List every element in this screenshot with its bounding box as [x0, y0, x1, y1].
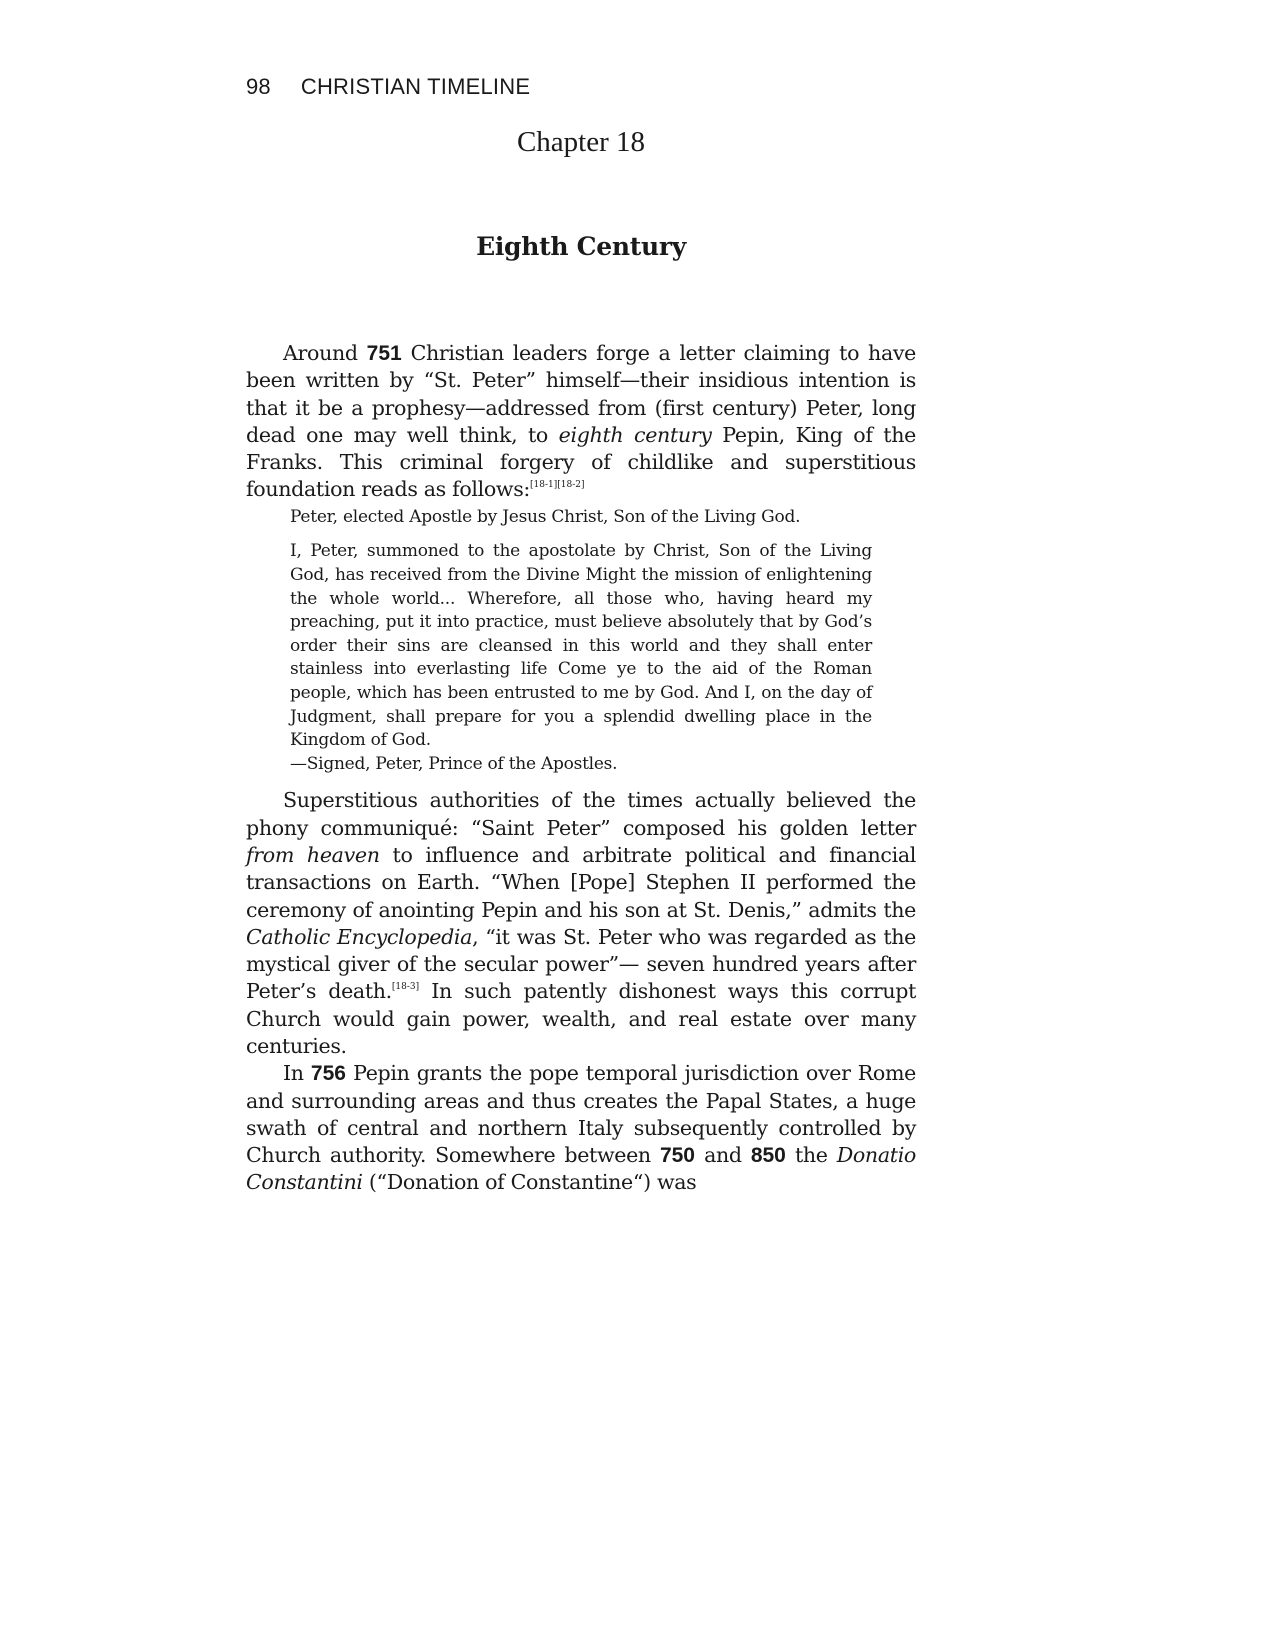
text-run: Pepin, King of the Franks. This criminal forgery of childlike and superstitious foundation reads as follows: [246, 422, 916, 502]
text-run: to influence and arbitrate political and financial transactions on Earth. “When [Pope] Stephen II performed the ceremony of anointing Pepin and his son at St. Denis,” admits the [246, 842, 916, 922]
footnote-ref: [18-3] [391, 982, 420, 993]
text-run: , “it was St. Peter who was regarded as the mystical giver of the secular power”— seven hundred years after Peter’s death. [246, 924, 916, 1004]
text-run: Christian leaders forge a letter claiming to have been written by “St. Peter” himself—their insidious intention is that it be a prophesy—addressed from (first century) Peter, long dead one may well think, to [246, 341, 917, 447]
block-quote [290, 506, 872, 777]
footnote-ref: [18-1][18-2] [530, 480, 585, 491]
quote-body: I, Peter, summoned to the apostolate by Christ, Son of the Living God, has received from the Divine Might the mission of enlightening the whole world... Wherefore, all those who, having heard my preaching, put it into practice, must believe absolutely that by God’s order their sins are cleansed in this world and they shall enter stainless into everlasting life Come ye to the aid of the Roman people, which has been entrusted to me by God. And I, on the day of Judgment, shall prepare for you a splendid dwelling place in the Kingdom of God. [290, 541, 872, 751]
quote-signature: —Signed, Peter, Prince of the Apostles. [290, 753, 618, 774]
body-text [246, 340, 916, 1197]
chapter-label: Chapter 18 [516, 126, 646, 158]
paragraph-751 [246, 340, 916, 504]
book-title: CHRISTIAN TIMELINE [300, 74, 531, 99]
year-highlight: 750 [659, 1144, 695, 1168]
emphasis: Donatio Constantini [246, 1143, 916, 1195]
text-run: Pepin grants the pope temporal jurisdiction over Rome and surrounding areas and thus creates the Papal States, a huge swath of central and northern Italy subsequently controlled by Church authority. Somewhere between [246, 1061, 916, 1168]
chapter-title: Eighth Century [476, 232, 686, 261]
text-run: Around [283, 341, 367, 365]
text-run: Superstitious authorities of the times actually believed the phony communiqué: “Saint Peter” composed his golden letter [246, 788, 916, 840]
year-highlight: 751 [366, 342, 402, 365]
paragraph-superstitious [246, 787, 916, 1060]
text-run: the [785, 1143, 837, 1168]
page-number: 98 [246, 74, 271, 99]
year-highlight: 756 [310, 1062, 346, 1086]
emphasis: eighth century [558, 422, 712, 447]
paragraph-756 [246, 1060, 916, 1196]
year-highlight: 850 [750, 1144, 786, 1168]
emphasis: from heaven [246, 842, 380, 867]
text-run: and [694, 1143, 751, 1168]
text-run: In such patently dishonest ways this corrupt Church would gain power, wealth, and real estate over many centuries. [246, 979, 916, 1058]
text-run: In [283, 1061, 311, 1086]
running-head [246, 74, 530, 100]
text-run: (“Donation of Constantine“) was [362, 1170, 697, 1195]
quote-heading: Peter, elected Apostle by Jesus Christ, Son of the Living God. [290, 506, 801, 527]
emphasis: Catholic Encyclopedia [246, 924, 473, 949]
